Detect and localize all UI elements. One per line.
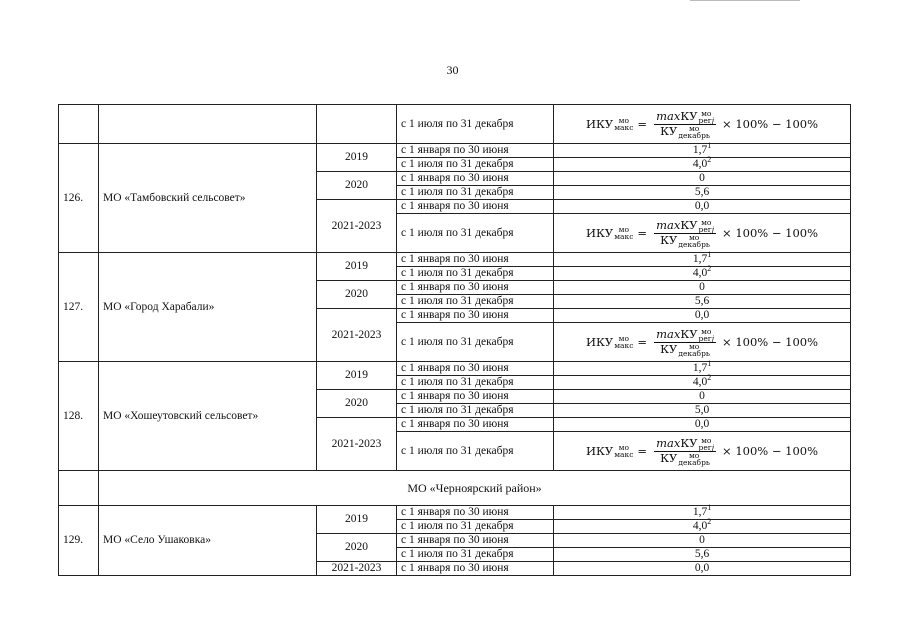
formula-tail: × 100% − 100% (722, 225, 819, 240)
top-margin-marks (690, 0, 800, 7)
formula-lhs: ИКУ (585, 443, 614, 458)
formula-numerator: maxКУ мо регj (656, 435, 715, 452)
period-cell: с 1 июля по 31 декабря (397, 323, 554, 362)
period-cell: с 1 января по 30 июня (397, 281, 554, 295)
period-cell: с 1 июля по 31 декабря (397, 548, 554, 562)
value-cell: 0,0 (554, 309, 851, 323)
row-number-cell (59, 471, 99, 506)
formula-equals: = (637, 443, 648, 458)
period-cell: с 1 января по 30 июня (397, 172, 554, 186)
formula-cell (554, 105, 851, 144)
value-cell: 0 (554, 172, 851, 186)
year-cell: 2019 (317, 506, 397, 534)
formula-equals: = (637, 334, 648, 349)
value-cell: 0 (554, 534, 851, 548)
tariff-index-table (58, 104, 851, 576)
value-cell: 5,0 (554, 404, 851, 418)
formula (586, 219, 818, 248)
formula-lhs-indices: мо макс (614, 116, 634, 132)
formula-lhs: ИКУ (585, 116, 614, 131)
period-cell: с 1 июля по 31 декабря (397, 186, 554, 200)
municipality-name: МО «Город Харабали» (99, 253, 317, 362)
formula-denominator: КУ мо декабрь (660, 123, 710, 140)
page-number: 30 (446, 63, 459, 77)
formula-tail: × 100% − 100% (722, 443, 819, 458)
period-cell: с 1 января по 30 июня (397, 506, 554, 520)
formula-equals: = (637, 116, 648, 131)
period-cell: с 1 июля по 31 декабря (397, 105, 554, 144)
municipality-name: МО «Село Ушаковка» (99, 506, 317, 576)
formula-numerator: maxКУ мо регj (656, 108, 715, 125)
year-cell: 2021-2023 (317, 200, 397, 253)
period-cell: с 1 июля по 31 декабря (397, 432, 554, 471)
year-cell: 2021-2023 (317, 562, 397, 576)
period-cell: с 1 января по 30 июня (397, 144, 554, 158)
formula (586, 328, 818, 357)
formula-numerator: maxКУ мо регj (656, 217, 715, 234)
table-row (59, 253, 851, 267)
period-cell: с 1 июля по 31 декабря (397, 214, 554, 253)
period-cell: с 1 января по 30 июня (397, 253, 554, 267)
year-cell: 2019 (317, 253, 397, 281)
year-cell: 2021-2023 (317, 309, 397, 362)
municipality-name: МО «Тамбовский сельсовет» (99, 144, 317, 253)
year-cell: 2020 (317, 281, 397, 309)
formula-lhs-indices: мо макс (614, 225, 634, 241)
row-number: 128. (59, 362, 99, 471)
period-cell: с 1 января по 30 июня (397, 390, 554, 404)
table-row (59, 506, 851, 520)
region-heading: МО «Черноярский район» (99, 471, 851, 506)
formula (586, 437, 818, 466)
value-cell: 0,0 (554, 418, 851, 432)
municipality-cell (99, 105, 317, 144)
formula (586, 110, 818, 139)
formula-denominator: КУ мо декабрь (660, 232, 710, 249)
period-cell: с 1 июля по 31 декабря (397, 376, 554, 390)
value-cell: $4,0^2$ (554, 158, 851, 172)
period-cell: с 1 января по 30 июня (397, 362, 554, 376)
formula-cell (554, 323, 851, 362)
value-cell: 0 (554, 281, 851, 295)
value-cell: 5,6 (554, 548, 851, 562)
year-cell: 2019 (317, 362, 397, 390)
formula-fraction (654, 110, 716, 139)
value-cell: $1,7^1$ (554, 253, 851, 267)
formula-equals: = (637, 225, 648, 240)
formula-denominator: КУ мо декабрь (660, 450, 710, 467)
value-cell: $4,0^2$ (554, 520, 851, 534)
formula-lhs: ИКУ (585, 225, 614, 240)
value-cell: $1,7^1$ (554, 506, 851, 520)
period-cell: с 1 июля по 31 декабря (397, 267, 554, 281)
row-number-cell (59, 105, 99, 144)
municipality-name: МО «Хошеутовский сельсовет» (99, 362, 317, 471)
period-cell: с 1 января по 30 июня (397, 418, 554, 432)
period-cell: с 1 июля по 31 декабря (397, 295, 554, 309)
formula-tail: × 100% − 100% (722, 334, 819, 349)
value-cell: 0,0 (554, 562, 851, 576)
value-cell: $1,7^1$ (554, 144, 851, 158)
table-row (59, 144, 851, 158)
period-cell: с 1 января по 30 июня (397, 309, 554, 323)
year-cell: 2020 (317, 172, 397, 200)
value-cell: $1,7^1$ (554, 362, 851, 376)
row-number: 129. (59, 506, 99, 576)
period-cell: с 1 июля по 31 декабря (397, 404, 554, 418)
year-cell: 2019 (317, 144, 397, 172)
value-cell: 0 (554, 390, 851, 404)
formula-tail: × 100% − 100% (722, 116, 819, 131)
formula-fraction (654, 437, 716, 466)
table-row (59, 471, 851, 506)
formula-denominator: КУ мо декабрь (660, 341, 710, 358)
value-cell: 5,6 (554, 186, 851, 200)
formula-fraction (654, 219, 716, 248)
row-number: 126. (59, 144, 99, 253)
table-row (59, 105, 851, 144)
value-cell: $4,0^2$ (554, 376, 851, 390)
formula-lhs: ИКУ (585, 334, 614, 349)
value-cell: 5,6 (554, 295, 851, 309)
period-cell: с 1 июля по 31 декабря (397, 520, 554, 534)
period-cell: с 1 января по 30 июня (397, 562, 554, 576)
value-cell: 0,0 (554, 200, 851, 214)
value-cell: $4,0^2$ (554, 267, 851, 281)
year-cell: 2021-2023 (317, 418, 397, 471)
period-cell: с 1 января по 30 июня (397, 200, 554, 214)
year-cell (317, 105, 397, 144)
year-cell: 2020 (317, 534, 397, 562)
formula-numerator: maxКУ мо регj (656, 326, 715, 343)
table-row (59, 362, 851, 376)
year-cell: 2020 (317, 390, 397, 418)
formula-cell (554, 432, 851, 471)
period-cell: с 1 января по 30 июня (397, 534, 554, 548)
formula-fraction (654, 328, 716, 357)
row-number: 127. (59, 253, 99, 362)
formula-lhs-indices: мо макс (614, 443, 634, 459)
period-cell: с 1 июля по 31 декабря (397, 158, 554, 172)
formula-cell (554, 214, 851, 253)
formula-lhs-indices: мо макс (614, 334, 634, 350)
